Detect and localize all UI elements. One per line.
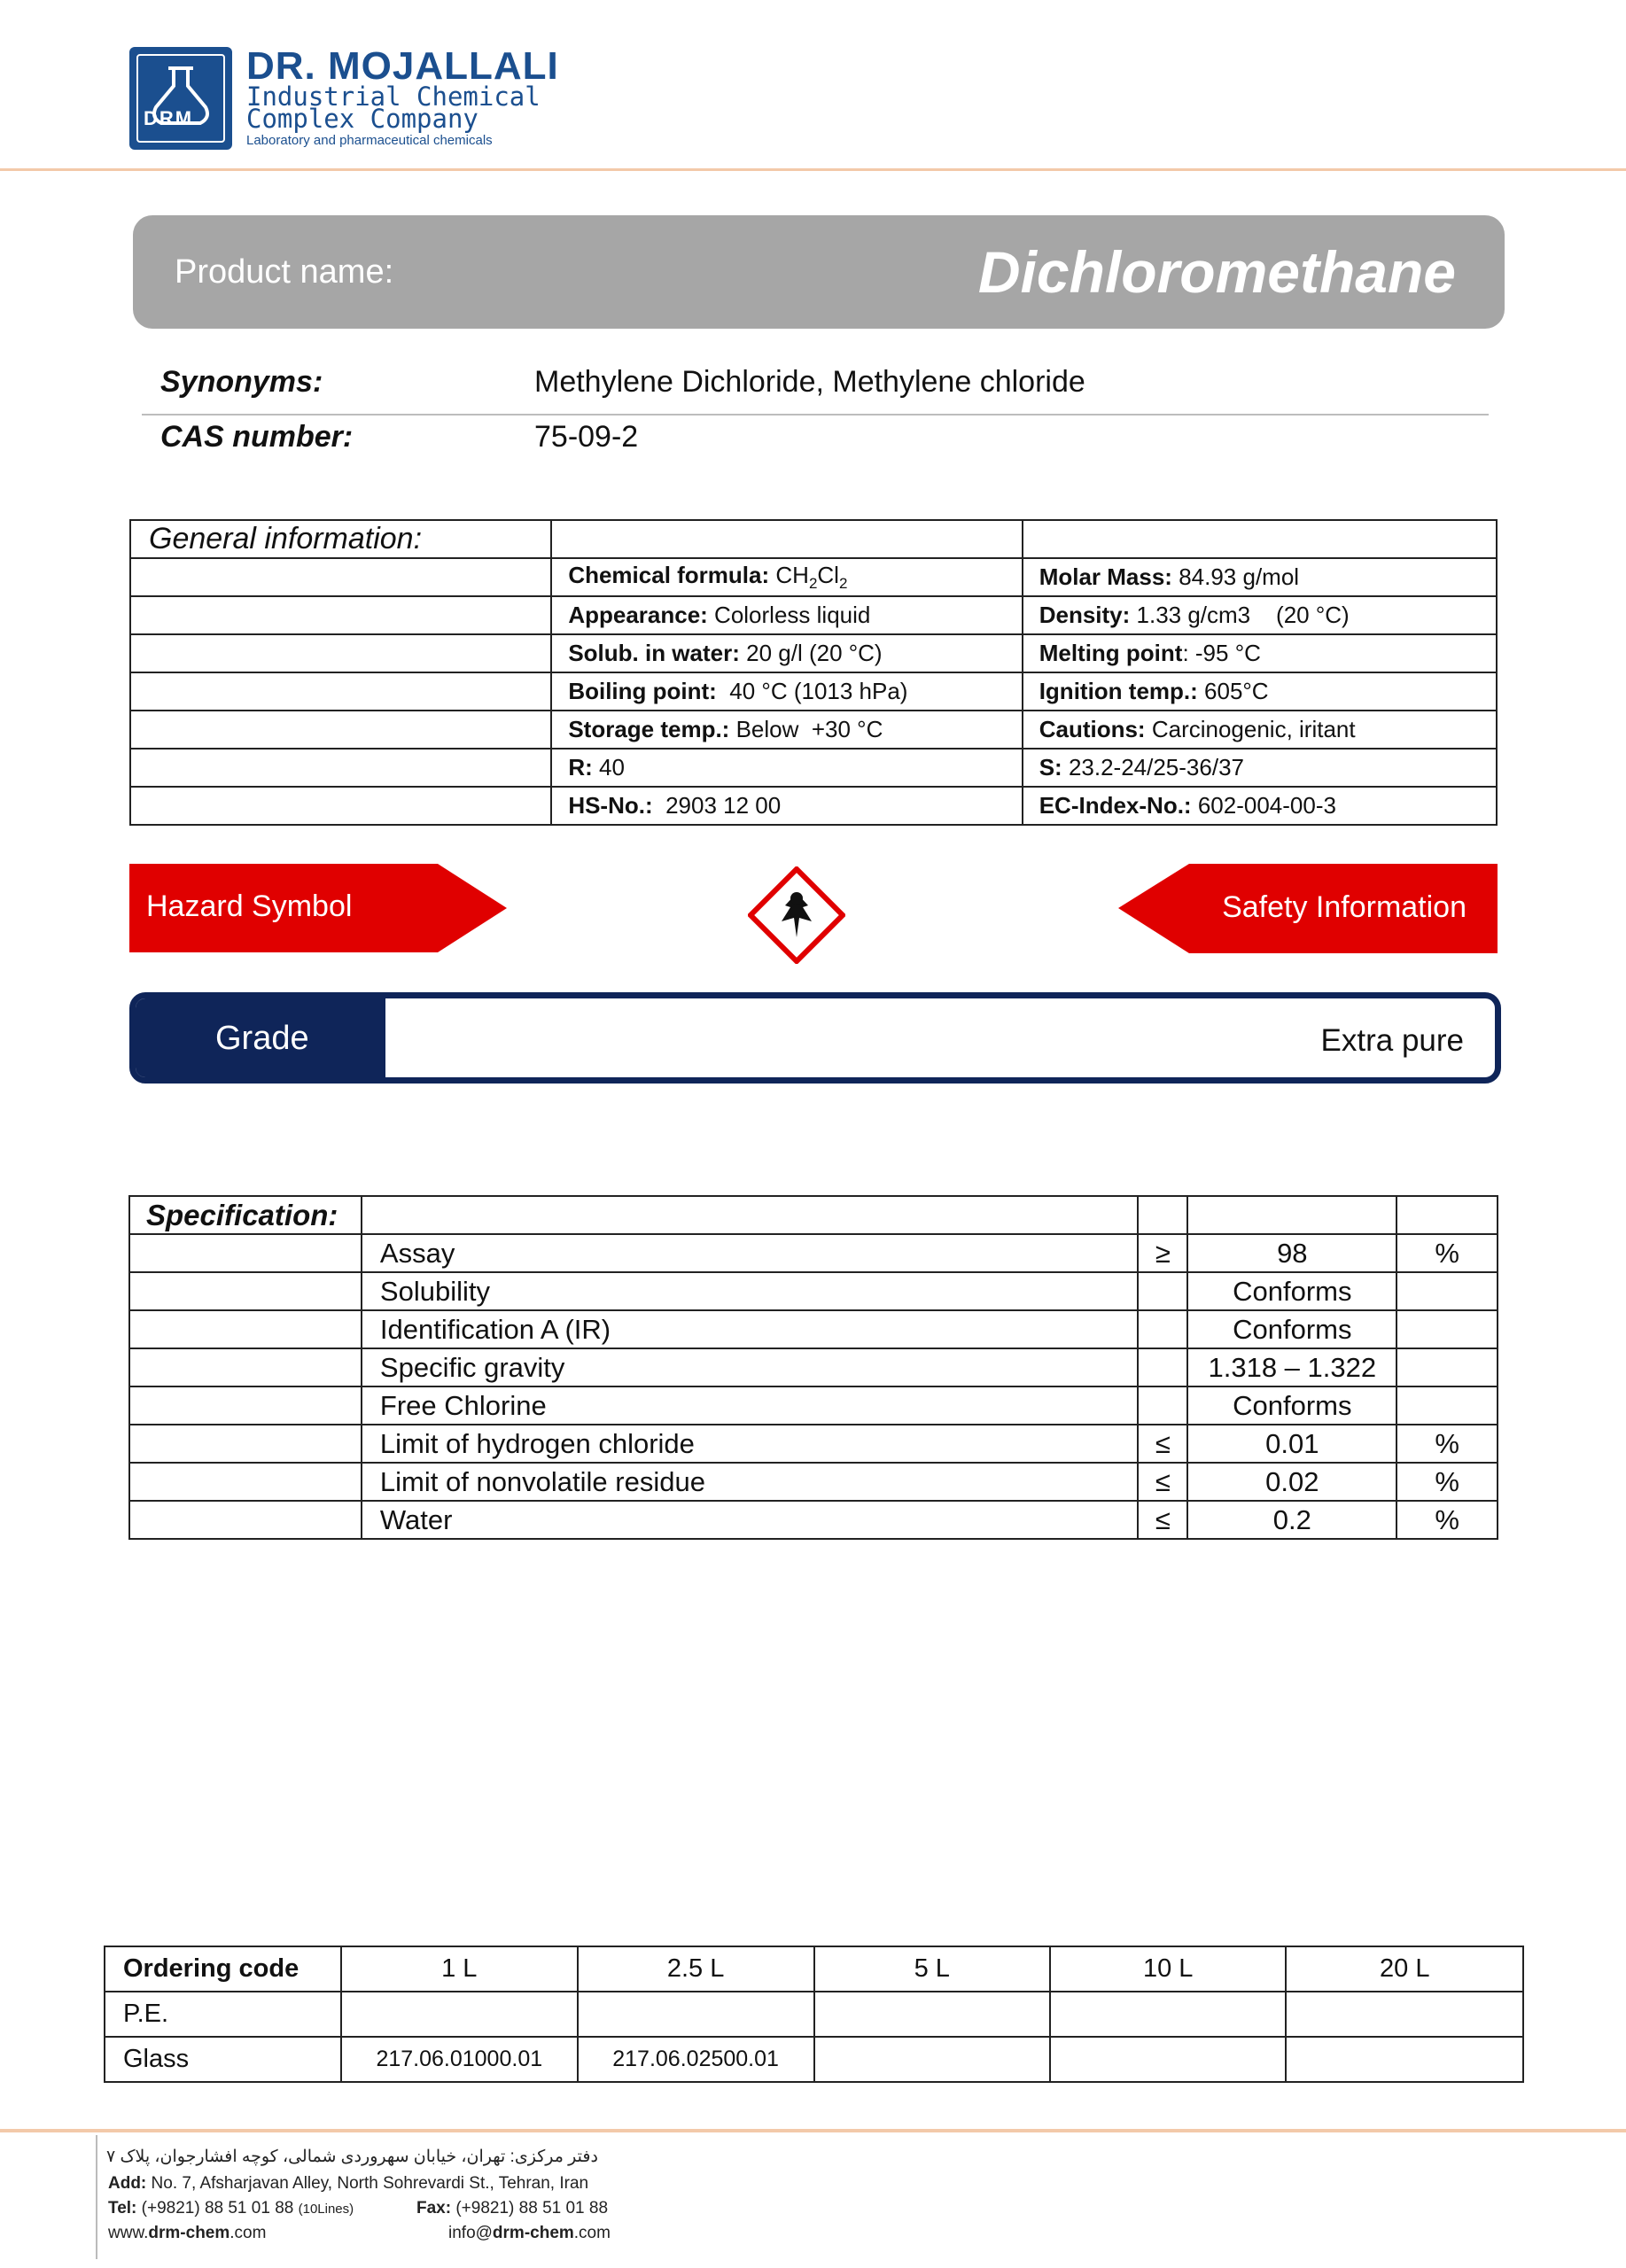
property-value: 1.33 g/cm3 (20 °C) <box>1136 602 1350 628</box>
logo-text: DRM <box>144 107 194 129</box>
spec-operator <box>1138 1310 1187 1348</box>
order-code <box>814 1992 1050 2037</box>
grade-label: Grade <box>215 1020 309 1057</box>
property-cell <box>1023 787 1497 825</box>
table-row <box>105 1992 1523 2037</box>
table-cell <box>129 1501 362 1539</box>
property-key: Chemical formula: <box>568 561 770 588</box>
property-value: : -95 °C <box>1182 640 1261 666</box>
property-key: Cautions: <box>1039 716 1146 742</box>
table-cell <box>130 749 551 787</box>
spec-unit: % <box>1396 1501 1498 1539</box>
table-row <box>130 672 1497 711</box>
specification-title: Specification: <box>129 1196 362 1234</box>
property-value: CH <box>775 561 809 588</box>
product-name-label: Product name: <box>175 253 394 291</box>
size-header: 2.5 L <box>578 1946 814 1992</box>
table-row <box>130 787 1497 825</box>
size-header: 5 L <box>814 1946 1050 1992</box>
order-code <box>578 1992 814 2037</box>
spec-value: Conforms <box>1187 1310 1396 1348</box>
spec-name: Limit of nonvolatile residue <box>362 1463 1139 1501</box>
table-row <box>129 1348 1498 1386</box>
footer-web-prefix: www. <box>108 2224 149 2242</box>
property-value: 23.2-24/25-36/37 <box>1068 754 1244 781</box>
property-cell <box>551 749 1022 787</box>
order-code <box>1050 1992 1287 2037</box>
footer-email-link[interactable] <box>448 2224 611 2243</box>
size-header: 1 L <box>341 1946 578 1992</box>
spec-unit: % <box>1396 1425 1498 1463</box>
table-row <box>130 711 1497 749</box>
property-cell <box>1023 711 1497 749</box>
general-info-table <box>129 519 1498 826</box>
property-key: Storage temp.: <box>568 716 730 742</box>
footer-email-suffix: .com <box>573 2224 611 2242</box>
spec-name: Solubility <box>362 1272 1139 1310</box>
table-cell <box>129 1463 362 1501</box>
table-cell <box>130 672 551 711</box>
table-cell <box>130 596 551 634</box>
size-header: 20 L <box>1286 1946 1523 1992</box>
property-cell <box>551 596 1022 634</box>
specification-table <box>128 1195 1498 1540</box>
property-key: S: <box>1039 754 1062 781</box>
property-cell <box>551 711 1022 749</box>
footer-email-prefix: info@ <box>448 2224 493 2242</box>
ordering-table <box>104 1946 1524 2083</box>
table-cell <box>130 558 551 596</box>
grade-bar <box>129 992 1501 1084</box>
ordering-code-label: Ordering code <box>105 1946 341 1992</box>
table-row <box>129 1272 1498 1310</box>
spec-unit <box>1396 1348 1498 1386</box>
spec-value: 98 <box>1187 1234 1396 1272</box>
order-code <box>1286 2037 1523 2082</box>
table-cell <box>129 1272 362 1310</box>
property-key: Melting point <box>1039 640 1183 666</box>
property-value: 602-004-00-3 <box>1197 792 1336 819</box>
property-key: EC-Index-No.: <box>1039 792 1192 819</box>
company-subtitle-line1: Industrial Chemical <box>246 82 541 112</box>
footer-tel-note: (10Lines) <box>298 2202 354 2217</box>
property-cell <box>1023 634 1497 672</box>
property-value: Below +30 °C <box>735 716 883 742</box>
order-code <box>814 2037 1050 2082</box>
footer-divider <box>0 2129 1626 2132</box>
spec-value: Conforms <box>1187 1386 1396 1425</box>
spec-unit <box>1396 1272 1498 1310</box>
logo-frame <box>136 54 225 143</box>
spec-value: 0.01 <box>1187 1425 1396 1463</box>
cas-label: CAS number: <box>160 420 354 454</box>
table-row <box>129 1501 1498 1539</box>
grade-label-panel <box>136 998 385 1077</box>
property-cell <box>1023 672 1497 711</box>
property-value: 605°C <box>1204 678 1269 704</box>
property-value: Carcinogenic, iritant <box>1151 716 1356 742</box>
footer-email-domain: drm-chem <box>492 2224 574 2242</box>
footer-fax-number: (+9821) 88 51 01 88 <box>455 2199 609 2218</box>
spec-operator <box>1138 1386 1187 1425</box>
spec-name: Water <box>362 1501 1139 1539</box>
company-subtitle <box>246 82 541 134</box>
property-key: Density: <box>1039 602 1131 628</box>
property-key: Molar Mass: <box>1039 563 1172 590</box>
table-cell <box>129 1348 362 1386</box>
footer-address-label: Add: <box>108 2174 147 2193</box>
spec-unit <box>1396 1386 1498 1425</box>
property-key: Appearance: <box>568 602 708 628</box>
table-row <box>130 558 1497 596</box>
spec-operator: ≤ <box>1138 1463 1187 1501</box>
company-tagline: Laboratory and pharmaceutical chemicals <box>246 133 493 148</box>
synonyms-value: Methylene Dichloride, Methylene chloride <box>534 365 1085 399</box>
table-cell <box>130 711 551 749</box>
order-code <box>341 1992 578 2037</box>
table-row <box>129 1463 1498 1501</box>
property-key: Solub. in water: <box>568 640 740 666</box>
property-cell <box>1023 749 1497 787</box>
spec-operator: ≤ <box>1138 1425 1187 1463</box>
table-row <box>130 634 1497 672</box>
general-info-header-row <box>130 520 1497 558</box>
spec-unit: % <box>1396 1463 1498 1501</box>
footer-fax-label: Fax: <box>416 2199 452 2218</box>
table-row <box>129 1310 1498 1348</box>
table-cell <box>1187 1196 1396 1234</box>
synonyms-label: Synonyms: <box>160 365 323 399</box>
table-cell <box>129 1425 362 1463</box>
table-cell <box>130 634 551 672</box>
ordering-header-row <box>105 1946 1523 1992</box>
specification-header-row <box>129 1196 1498 1234</box>
property-value: Colorless liquid <box>714 602 871 628</box>
table-row <box>129 1386 1498 1425</box>
footer-tel-number: (+9821) 88 51 01 88 <box>141 2199 294 2218</box>
packaging-label: Glass <box>105 2037 341 2082</box>
footer-web-domain: drm-chem <box>148 2224 230 2242</box>
spec-unit: % <box>1396 1234 1498 1272</box>
table-cell <box>129 1310 362 1348</box>
table-cell <box>362 1196 1139 1234</box>
table-row <box>105 2037 1523 2082</box>
company-subtitle-line2: Complex Company <box>246 104 478 134</box>
spec-value: 0.2 <box>1187 1501 1396 1539</box>
property-cell <box>1023 596 1497 634</box>
footer-tel <box>108 2199 354 2218</box>
order-code <box>1286 1992 1523 2037</box>
spec-name: Identification A (IR) <box>362 1310 1139 1348</box>
property-value: 2903 12 00 <box>658 792 782 819</box>
table-row <box>130 749 1497 787</box>
formula-subscript: 2 <box>808 575 818 593</box>
spec-name: Specific gravity <box>362 1348 1139 1386</box>
spec-operator: ≥ <box>1138 1234 1187 1272</box>
formula-subscript: 2 <box>838 575 848 593</box>
table-row <box>129 1234 1498 1272</box>
footer-website-link[interactable] <box>108 2224 266 2243</box>
property-key: HS-No.: <box>568 792 653 819</box>
spec-name: Free Chlorine <box>362 1386 1139 1425</box>
property-cell <box>551 634 1022 672</box>
health-hazard-icon <box>748 866 845 964</box>
property-cell <box>551 787 1022 825</box>
grade-value: Extra pure <box>1320 1023 1464 1058</box>
spec-value: 1.318 – 1.322 <box>1187 1348 1396 1386</box>
footer-tel-label: Tel: <box>108 2199 137 2218</box>
footer-fax <box>416 2199 608 2218</box>
property-key: Boiling point: <box>568 678 717 704</box>
cas-value: 75-09-2 <box>534 420 639 454</box>
table-cell <box>1023 520 1497 558</box>
table-cell <box>129 1234 362 1272</box>
formula-part: Cl <box>817 561 839 588</box>
footer-side-rule <box>96 2135 97 2259</box>
footer-persian-address: دفتر مرکزی: تهران، خیابان سهروردی شمالی، کوچه افشارجوان، پلاک ۷ <box>106 2148 598 2166</box>
safety-information-label: Safety Information <box>1222 890 1467 924</box>
footer-web-suffix: .com <box>230 2224 267 2242</box>
property-value: 40 <box>598 754 625 781</box>
hazard-symbol-banner <box>129 864 507 952</box>
company-logo <box>129 47 232 150</box>
spec-name: Assay <box>362 1234 1139 1272</box>
spec-value: 0.02 <box>1187 1463 1396 1501</box>
table-cell <box>551 520 1022 558</box>
safety-information-banner <box>1118 864 1498 953</box>
order-code <box>1050 2037 1287 2082</box>
table-cell <box>1396 1196 1498 1234</box>
packaging-label: P.E. <box>105 1992 341 2037</box>
spec-operator: ≤ <box>1138 1501 1187 1539</box>
property-key: Ignition temp.: <box>1039 678 1198 704</box>
table-cell <box>1138 1196 1187 1234</box>
synonyms-divider <box>142 414 1489 416</box>
company-name: DR. MOJALLALI <box>246 44 559 88</box>
product-name: Dichloromethane <box>977 239 1456 305</box>
spec-unit <box>1396 1310 1498 1348</box>
product-banner <box>133 215 1505 329</box>
header-divider <box>0 168 1626 171</box>
spec-name: Limit of hydrogen chloride <box>362 1425 1139 1463</box>
table-row <box>130 596 1497 634</box>
property-value: 20 g/l (20 °C) <box>746 640 883 666</box>
order-code: 217.06.02500.01 <box>578 2037 814 2082</box>
spec-operator <box>1138 1272 1187 1310</box>
property-value: 84.93 g/mol <box>1179 563 1300 590</box>
footer-address <box>108 2174 588 2194</box>
size-header: 10 L <box>1050 1946 1287 1992</box>
property-value: 40 °C (1013 hPa) <box>723 678 908 704</box>
general-info-title: General information: <box>130 520 551 558</box>
property-cell <box>551 558 1022 596</box>
footer-address-text: No. 7, Afsharjavan Alley, North Sohrevardi St., Tehran, Iran <box>151 2174 589 2193</box>
table-row <box>129 1425 1498 1463</box>
property-cell <box>1023 558 1497 596</box>
property-key: R: <box>568 754 593 781</box>
property-cell <box>551 672 1022 711</box>
table-cell <box>130 787 551 825</box>
hazard-symbol-label: Hazard Symbol <box>146 889 353 923</box>
spec-value: Conforms <box>1187 1272 1396 1310</box>
order-code: 217.06.01000.01 <box>341 2037 578 2082</box>
table-cell <box>129 1386 362 1425</box>
spec-operator <box>1138 1348 1187 1386</box>
